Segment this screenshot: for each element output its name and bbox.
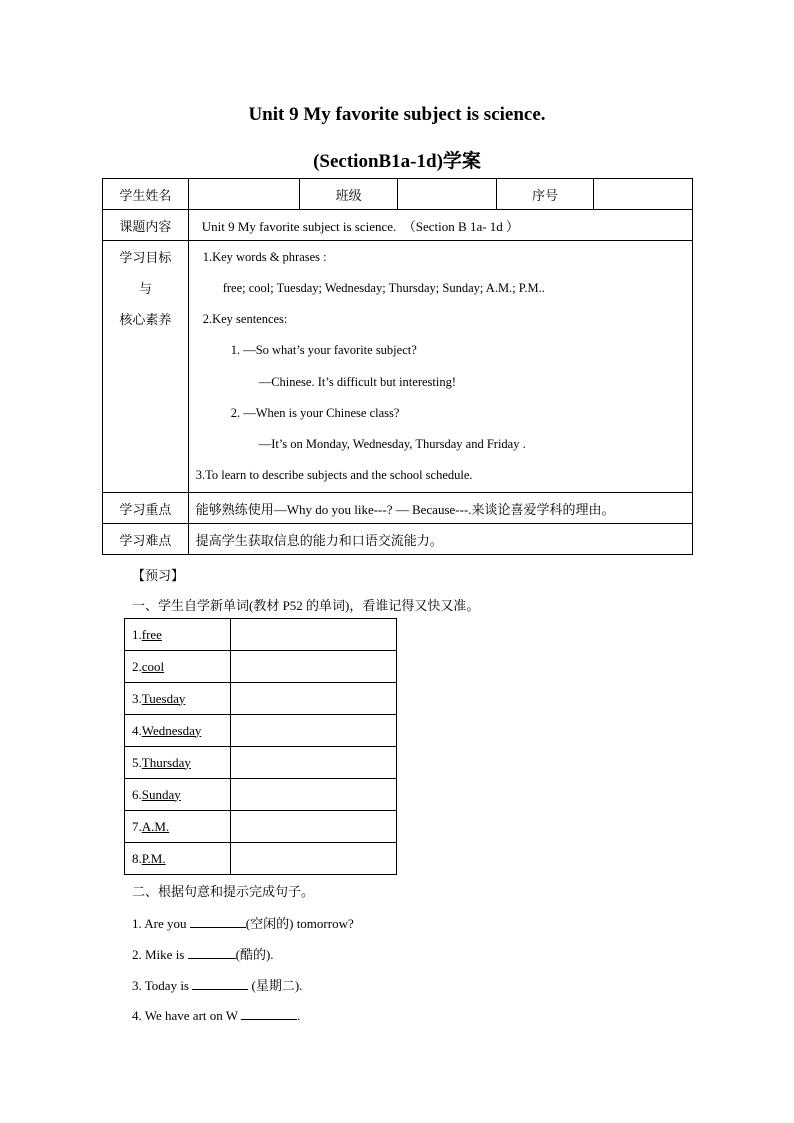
objective-line: free; cool; Tuesday; Wednesday; Thursday; Sunday; A.M.; P.M.. (222, 281, 545, 295)
vocab-answer-cell[interactable] (231, 843, 397, 875)
vocab-word-cell (125, 811, 231, 843)
vocab-word: free (141, 626, 162, 642)
vocab-row (125, 651, 397, 683)
objective-line: 1.Key words & phrases : (202, 250, 327, 264)
vocab-row (125, 779, 397, 811)
focus-value: 能够熟练使用—Why do you like---? — Because---.来谈论喜爱学科的理由。 (188, 493, 692, 524)
vocab-table (124, 618, 397, 875)
exercise-text: (星期二). (248, 978, 303, 993)
focus-label: 学习重点 (103, 493, 189, 524)
exercise-text: (空闲的) tomorrow? (245, 916, 354, 931)
vocab-row (125, 843, 397, 875)
vocab-answer-cell[interactable] (231, 715, 397, 747)
objectives-label-line3: 核心素养 (119, 312, 172, 327)
vocab-word-cell (125, 683, 231, 715)
seat-label: 序号 (496, 179, 594, 210)
objectives-label (103, 241, 189, 493)
vocab-word: Tuesday (141, 690, 186, 706)
part1-heading: 一、学生自学新单词(教材 P52 的单词)，看谁记得又快又准。 (132, 598, 480, 613)
topic-label: 课题内容 (103, 210, 189, 241)
difficulty-label: 学习难点 (103, 524, 189, 555)
vocab-row (125, 811, 397, 843)
difficulty-row (103, 524, 693, 555)
exercise-1 (132, 913, 354, 932)
objective-line: —It’s on Monday, Wednesday, Thursday and Friday . (258, 437, 526, 451)
objectives-content (188, 241, 692, 493)
answer-blank[interactable] (190, 915, 246, 928)
objective-line: 3.To learn to describe subjects and the school schedule. (195, 468, 473, 482)
objective-line: —Chinese. It’s difficult but interesting! (258, 375, 457, 389)
exercise-text: 4. We have art on W (132, 1008, 242, 1023)
objective-line: 1. —So what’s your favorite subject? (230, 343, 417, 357)
vocab-word: Wednesday (141, 722, 202, 738)
exercise-3 (132, 975, 302, 994)
answer-blank[interactable] (192, 977, 248, 990)
exercise-text: 2. Mike is (132, 947, 188, 962)
vocab-word-cell (125, 843, 231, 875)
vocab-answer-cell[interactable] (231, 619, 397, 651)
name-field[interactable] (188, 179, 300, 210)
part2-heading: 二、根据句意和提示完成句子。 (132, 884, 315, 899)
vocab-word-cell (125, 747, 231, 779)
class-field[interactable] (397, 179, 496, 210)
vocab-answer-cell[interactable] (231, 683, 397, 715)
exercise-4 (132, 1007, 300, 1024)
exercise-text: 1. Are you (132, 916, 190, 931)
document-subtitle: (SectionB1a-1d)学案 (313, 151, 481, 172)
class-label: 班级 (300, 179, 398, 210)
vocab-word: cool (141, 658, 165, 674)
vocab-number: 1. (132, 626, 142, 642)
answer-blank[interactable] (188, 946, 236, 959)
objectives-label-line2: 与 (138, 281, 152, 296)
topic-row (103, 210, 693, 241)
name-label: 学生姓名 (103, 179, 189, 210)
vocab-word-cell (125, 715, 231, 747)
info-table (102, 178, 693, 555)
vocab-number: 6. (132, 786, 142, 802)
difficulty-value: 提高学生获取信息的能力和口语交流能力。 (188, 524, 692, 555)
vocab-word-cell (125, 651, 231, 683)
vocab-word: A.M. (141, 818, 170, 834)
vocab-word: P.M. (141, 850, 166, 866)
vocab-number: 8. (132, 850, 142, 866)
vocab-answer-cell[interactable] (231, 747, 397, 779)
objective-line: 2. —When is your Chinese class? (230, 406, 400, 420)
student-info-row (103, 179, 693, 210)
vocab-word: Thursday (141, 754, 191, 770)
vocab-row (125, 747, 397, 779)
focus-row (103, 493, 693, 524)
document-title: Unit 9 My favorite subject is science. (248, 104, 546, 125)
vocab-answer-cell[interactable] (231, 651, 397, 683)
preview-heading: 【预习】 (132, 568, 185, 583)
vocab-row (125, 619, 397, 651)
objective-line: 2.Key sentences: (202, 312, 288, 326)
exercise-text: . (297, 1008, 301, 1023)
vocab-number: 7. (132, 818, 142, 834)
vocab-number: 5. (132, 754, 142, 770)
answer-blank[interactable] (241, 1007, 297, 1020)
topic-value: Unit 9 My favorite subject is science. （Section B 1a- 1d ） (188, 210, 692, 241)
vocab-row (125, 715, 397, 747)
vocab-answer-cell[interactable] (231, 779, 397, 811)
objectives-row (103, 241, 693, 493)
vocab-word-cell (125, 779, 231, 811)
vocab-word: Sunday (141, 786, 181, 802)
exercise-2 (132, 944, 274, 963)
seat-field[interactable] (594, 179, 693, 210)
vocab-number: 3. (132, 690, 142, 706)
vocab-row (125, 683, 397, 715)
vocab-word-cell (125, 619, 231, 651)
vocab-number: 2. (132, 658, 142, 674)
objectives-label-line1: 学习目标 (119, 250, 172, 265)
exercise-text: 3. Today is (132, 978, 193, 993)
exercise-text: (酷的). (235, 947, 274, 962)
vocab-number: 4. (132, 722, 142, 738)
vocab-answer-cell[interactable] (231, 811, 397, 843)
